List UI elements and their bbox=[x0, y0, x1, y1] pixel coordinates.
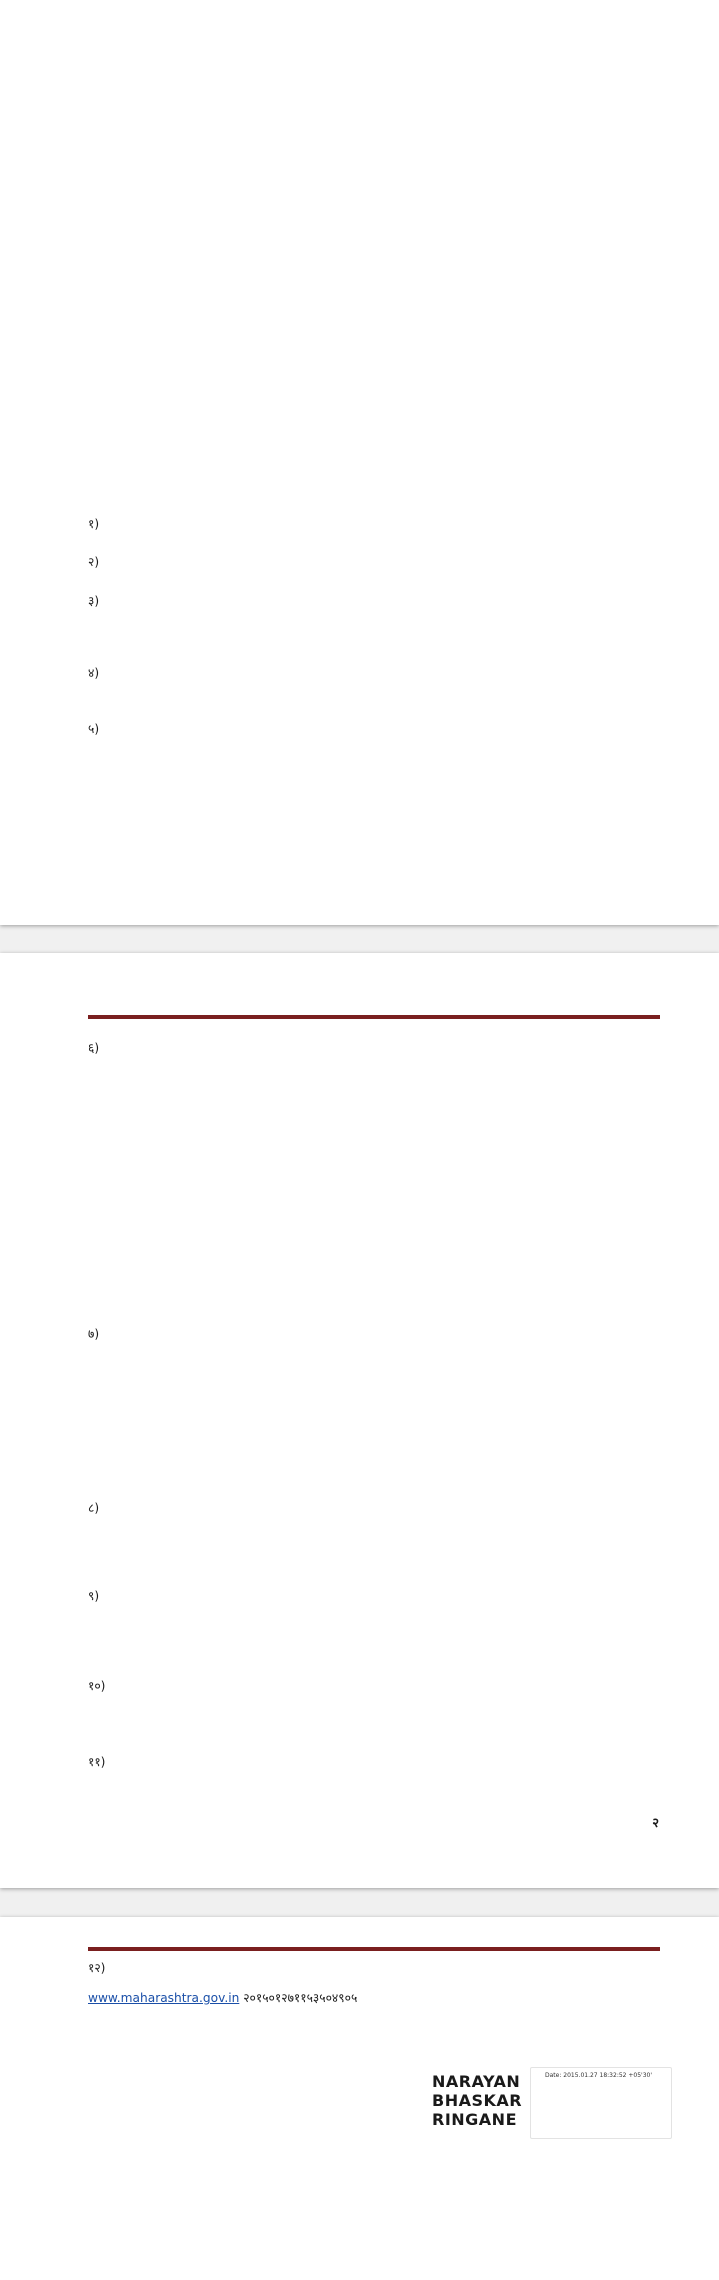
item-number: २) bbox=[88, 555, 100, 569]
item-number: ३) bbox=[88, 594, 100, 608]
item-number: ८) bbox=[88, 1501, 100, 1515]
item-number: १) bbox=[88, 517, 100, 531]
item-number: ६) bbox=[88, 1041, 100, 1055]
list-item bbox=[88, 720, 656, 739]
item-number: ७) bbox=[88, 1327, 100, 1341]
item-number: ११) bbox=[88, 1755, 106, 1769]
header-rule bbox=[88, 1015, 660, 1019]
list-item bbox=[88, 664, 656, 683]
item-number: ९) bbox=[88, 1589, 100, 1603]
list-item bbox=[88, 553, 656, 572]
list-item bbox=[88, 1959, 660, 1978]
digital-signature-detail: Date: 2015.01.27 18:32:52 +05'30' bbox=[545, 2072, 652, 2079]
list-item bbox=[88, 1039, 660, 1070]
list-item bbox=[88, 592, 656, 611]
document-page-2 bbox=[0, 953, 719, 1888]
list-item bbox=[88, 1499, 660, 1518]
item-number: ५) bbox=[88, 722, 100, 736]
item-number: १२) bbox=[88, 1961, 106, 1975]
document-page-3 bbox=[0, 1917, 719, 2280]
item-number: १०) bbox=[88, 1679, 106, 1693]
list-item bbox=[88, 515, 656, 534]
item-number: ४) bbox=[88, 666, 100, 680]
website-link[interactable]: www.maharashtra.gov.in bbox=[88, 1991, 240, 2005]
list-item bbox=[88, 1753, 660, 1772]
list-item bbox=[88, 1587, 660, 1606]
list-item bbox=[88, 1677, 660, 1696]
resolution-code: २०१५०१२७११५३५०४९०५ bbox=[243, 1991, 358, 2005]
publication-paragraph bbox=[88, 1989, 660, 2008]
list-item bbox=[88, 1325, 660, 1350]
header-rule bbox=[88, 1947, 660, 1951]
document-page-1 bbox=[0, 0, 719, 925]
page-number: २ bbox=[652, 1816, 659, 1831]
digital-signature-name: NARAYAN BHASKAR RINGANE bbox=[432, 2072, 523, 2129]
